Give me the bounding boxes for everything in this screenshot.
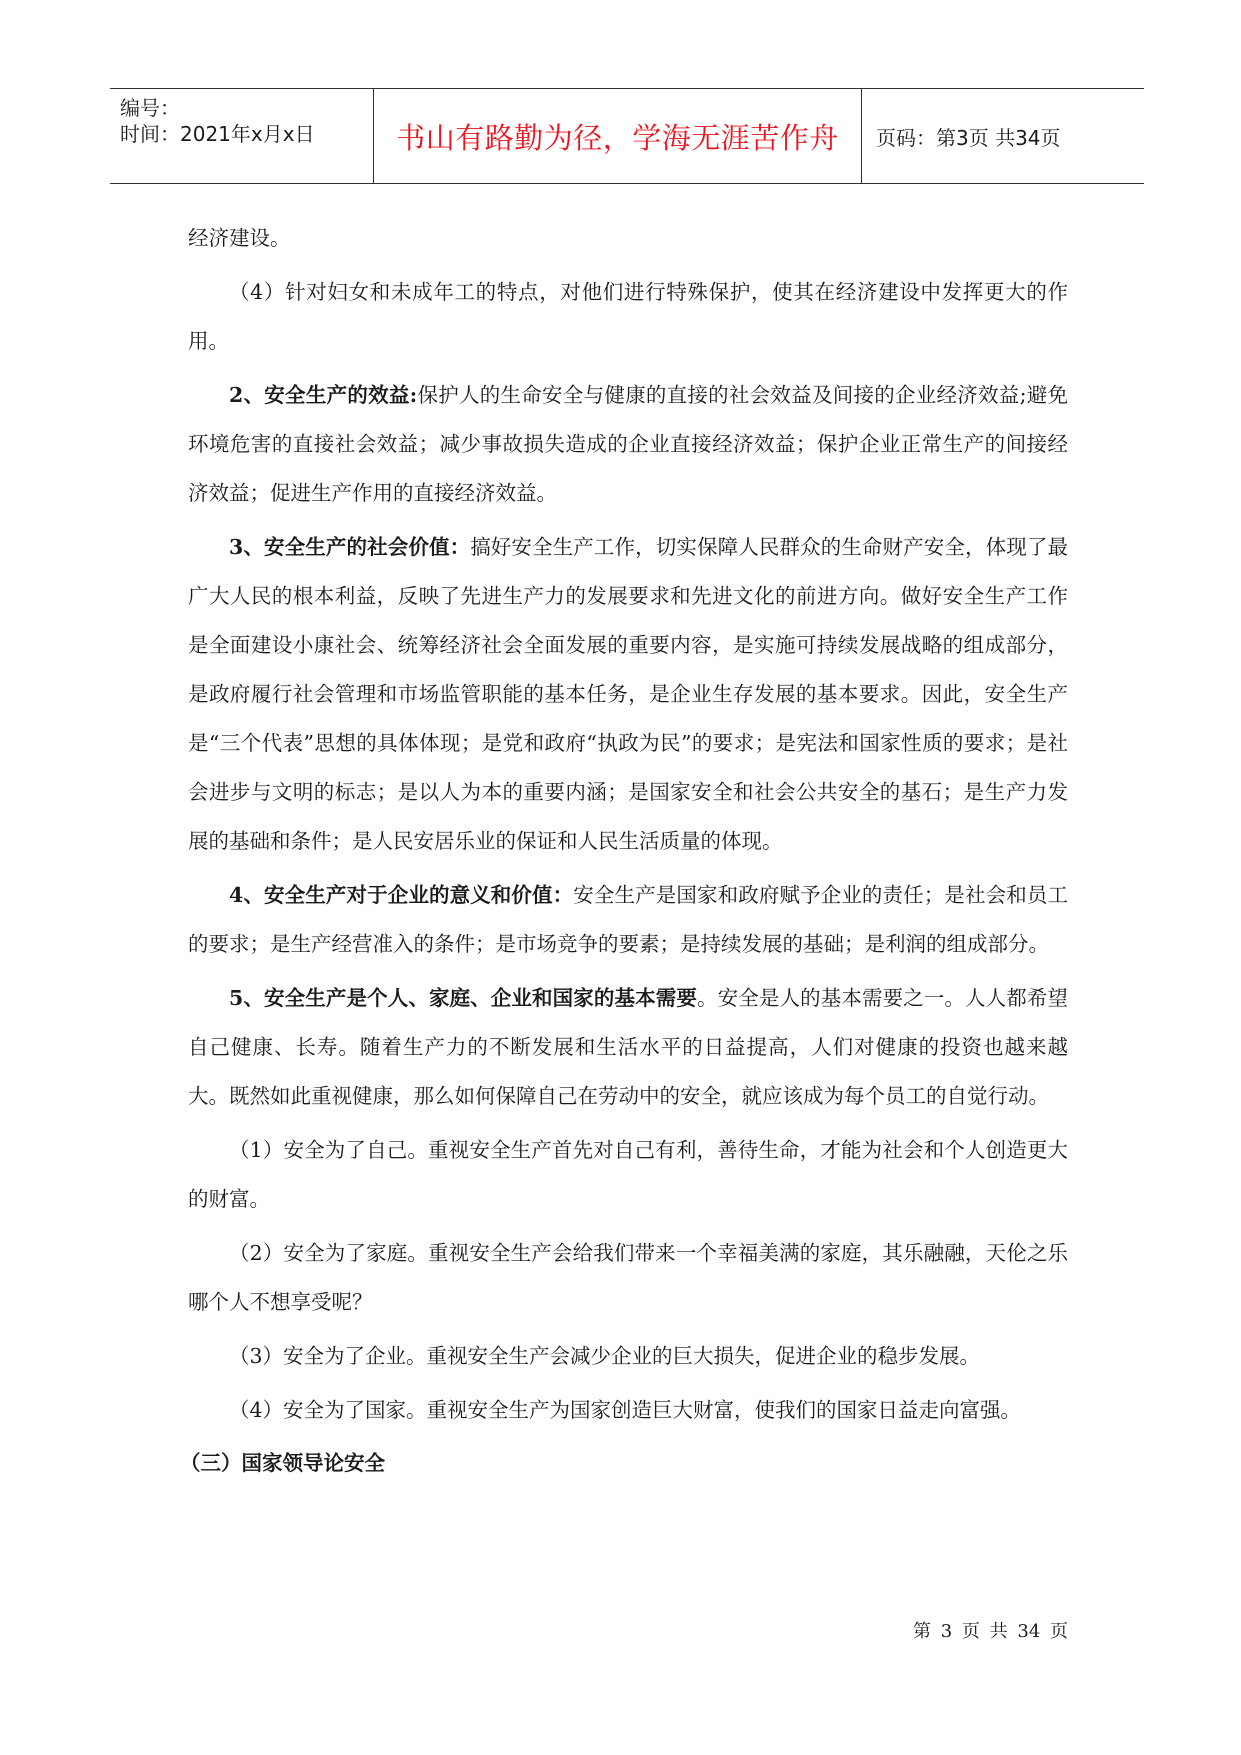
paragraph: （4）安全为了国家。重视安全生产为国家创造巨大财富，使我们的国家日益走向富强。 [229, 1398, 1022, 1422]
paragraph: （2）安全为了家庭。重视安全生产会给我们带来一个幸福美满的家庭，其乐融融，天伦之乐哪个人不想享受呢？ [188, 1241, 1068, 1314]
paragraph: （3）安全为了企业。重视安全生产会减少企业的巨大损失，促进企业的稳步发展。 [229, 1344, 981, 1368]
header-motto: 书山有路勤为径，学海无涯苦作舟 [374, 89, 862, 183]
paragraph: 经济建设。 [188, 226, 291, 250]
paragraph [188, 523, 1068, 866]
document-header [110, 88, 1144, 184]
paragraph-heading: 4、安全生产对于企业的意义和价值： [229, 883, 574, 907]
paragraph-heading: 3、安全生产的社会价值： [229, 535, 471, 559]
document-body [180, 214, 1069, 1488]
paragraph [188, 871, 1068, 969]
paragraph-text: 安全生产是国家和政府赋予企业的责任；是社会和员工的要求；是生产经营准入的条件；是市场竞争的要素；是持续发展的基础；是利润的组成部分。 [188, 883, 1069, 956]
paragraph-heading: 5、安全生产是个人、家庭、企业和国家的基本需要 [229, 986, 697, 1010]
paragraph [188, 974, 1068, 1121]
paragraph: （1）安全为了自己。重视安全生产首先对自己有利，善待生命，才能为社会和个人创造更大的财富。 [188, 1138, 1068, 1211]
paragraph-text: 保护人的生命安全与健康的直接的社会效益及间接的企业经济效益;避免环境危害的直接社会效益；减少事故损失造成的企业直接经济效益；保护企业正常生产的间接经济效益；促进生产作用的直接经济效益。 [188, 383, 1068, 505]
paragraph: （4）针对妇女和未成年工的特点，对他们进行特殊保护，使其在经济建设中发挥更大的作用。 [188, 280, 1068, 353]
document-number-label: 编号： [120, 96, 180, 120]
page-footer: 第 3 页 共 34 页 [913, 1621, 1068, 1642]
section-heading: （三）国家领导论安全 [180, 1451, 385, 1475]
paragraph-text: 。安全是人的基本需要之一。人人都希望自己健康、长寿。随着生产力的不断发展和生活水平的日益提高，人们对健康的投资也越来越大。既然如此重视健康，那么如何保障自己在劳动中的安全，就应该成为每个员工的自觉行动。 [188, 986, 1069, 1108]
paragraph [188, 371, 1068, 518]
header-page-number: 页码：第3页 共34页 [876, 125, 1061, 150]
paragraph-text: 搞好安全生产工作，切实保障人民群众的生命财产安全，体现了最广大人民的根本利益，反映了先进生产力的发展要求和先进文化的前进方向。做好安全生产工作是全面建设小康社会、统筹经济社会全面发展的重要内容，是实施可持续发展战略的组成部分，是政府履行社会管理和市场监管职能的基本任务，是企业生存发展的基本要求。因此，安全生产是“三个代表”思想的具体体现；是党和政府“执政为民”的要求；是宪法和国家性质的要求；是社会进步与文明的标志；是以人为本的重要内涵；是国家安全和社会公共安全的基石；是生产力发展的基础和条件；是人民安居乐业的保证和人民生活质量的体现。 [188, 535, 1068, 853]
header-meta [110, 89, 374, 183]
document-date-label: 时间：2021年x月x日 [120, 122, 315, 146]
paragraph-heading: 2、安全生产的效益: [229, 383, 418, 407]
